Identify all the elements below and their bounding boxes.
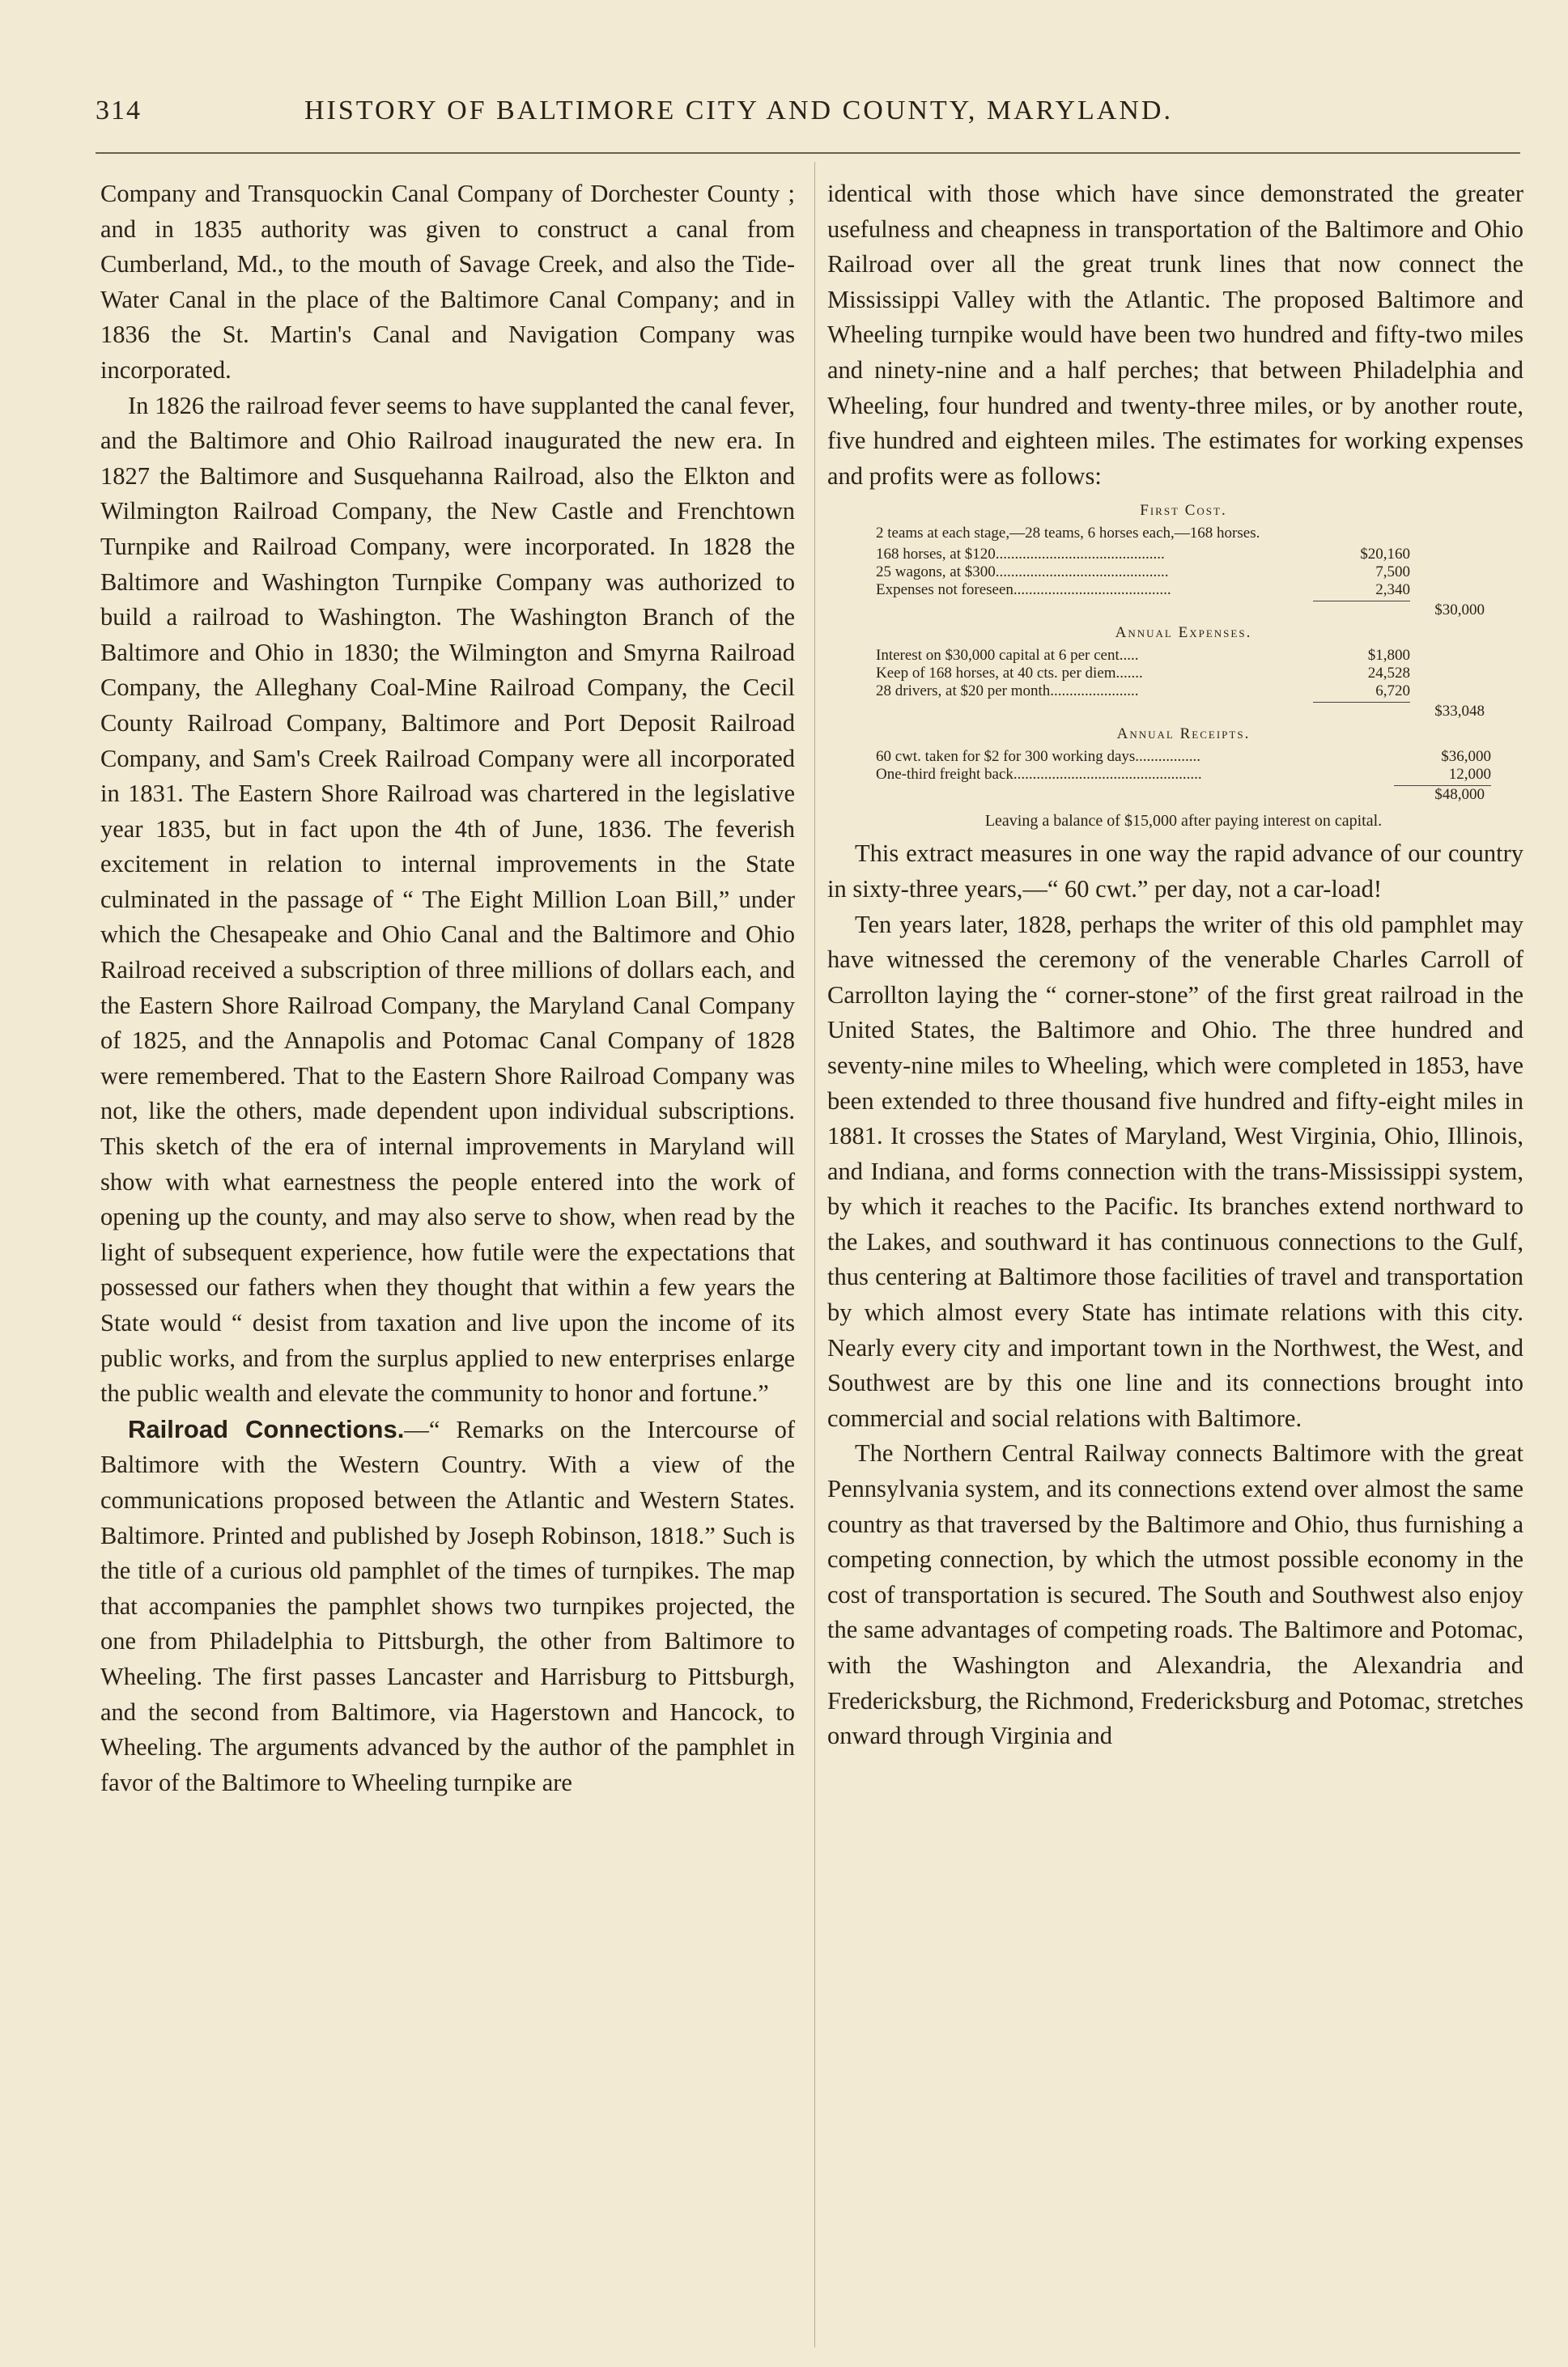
- paragraph: The Northern Central Railway connects Baltimore with the great Pennsylvania system, and its connections extend over almost the same country as that traversed by the Baltimore and Ohio, thus furnishing a competing connection, by which the utmost possible economy in the cost of transportation is secured. The South and Southwest also enjoy the same advantages of competing roads. The Baltimore and Potomac, with the Washington and Alexandria, the Alexandria and Fredericksburg, the Richmond, Fredericksburg and Potomac, stretches onward through Virginia and: [827, 1439, 1523, 1750]
- row-amount: $1,800: [1367, 647, 1410, 665]
- first-cost-caption: 2 teams at each stage,—28 teams, 6 horses each,—168 horses.: [876, 525, 1260, 542]
- annual-receipts-total: $48,000: [1434, 786, 1485, 804]
- first-cost-total: $30,000: [1434, 601, 1485, 619]
- paragraph-text: —“ Remarks on the Intercourse of Baltimore with the Western Country. With a view of the communications proposed between the Atlantic and Western States. Baltimore. Printed and published by Joseph Robinson, 1818.” Such is the title of a curious old pamphlet of the times of turnpikes. The map that accompanies the pamphlet shows two turnpikes projected, the one from Philadelphia to Pittsburgh, the other from Baltimore to Wheeling. The first passes Lancaster and Harrisburg to Pittsburgh, and the second from Baltimore, via Hagerstown and Hancock, to Wheeling. The arguments advanced by the author of the pamphlet in favor of the Baltimore to Wheeling turnpike are: [100, 1415, 795, 1796]
- table-row: [876, 665, 1491, 682]
- estimates-table: [876, 502, 1491, 830]
- annual-expenses-total: $33,048: [1434, 703, 1485, 720]
- balance-note: Leaving a balance of $15,000 after paying interest on capital.: [984, 812, 1383, 831]
- paragraph: This extract measures in one way the rapid advance of our country in sixty-three years,—“ 60 cwt.” per day, not a car-load!: [827, 839, 1523, 903]
- column-divider: [814, 162, 815, 2348]
- row-label: 168 horses, at $120............................................: [876, 546, 1165, 563]
- table-row: [876, 766, 1491, 784]
- railroad-connections-paragraph: [100, 1412, 795, 1801]
- page-number: 314: [96, 96, 142, 125]
- row-label: 60 cwt. taken for $2 for 300 working days.................: [876, 748, 1201, 766]
- paragraph: identical with those which have since demonstrated the greater usefulness and cheapness in transportation of the Baltimore and Ohio Railroad over all the great trunk lines that now connect the Mississippi Valley with the Atlantic. The proposed Baltimore and Wheeling turnpike would have been two hundred and fifty-two miles and ninety-nine and a half perches; that between Philadelphia and Wheeling, four hundred and twenty-three miles, or by another route, five hundred and eighteen miles. The estimates for working expenses and profits were as follows:: [827, 180, 1523, 490]
- row-amount: 24,528: [1367, 665, 1410, 682]
- paragraph: Ten years later, 1828, perhaps the writer of this old pamphlet may have witnessed the ceremony of the venerable Charles Carroll of Carrollton laying the “ corner-stone” of the first great railroad in the United States, the Baltimore and Ohio. The three hundred and seventy-nine miles to Wheeling, which were completed in 1853, have been extended to three thousand five hundred and fifty-eight miles in 1881. It crosses the States of Maryland, West Virginia, Ohio, Illinois, and Indiana, and forms connection with the trans-Mississippi system, by which it reaches to the Pacific. Its branches extend northward to the Lakes, and southward it has continuous connections to the Gulf, thus centering at Baltimore those facilities of travel and transportation by which almost every State has intimate relations with this city. Nearly every city and important town in the Northwest, the West, and Southwest are by this one line and its connections brought into commercial and social relations with Baltimore.: [827, 910, 1523, 1432]
- row-amount: 7,500: [1375, 563, 1410, 581]
- table-row: [876, 682, 1491, 700]
- row-label: 28 drivers, at $20 per month.......................: [876, 682, 1139, 700]
- row-label: Expenses not foreseen.........................................: [876, 581, 1171, 599]
- table-row: [876, 546, 1491, 563]
- row-amount: 2,340: [1375, 581, 1410, 599]
- row-label: Interest on $30,000 capital at 6 per cent.....: [876, 647, 1139, 665]
- row-amount: 6,720: [1375, 682, 1410, 700]
- row-amount: $36,000: [1441, 748, 1491, 766]
- row-label: Keep of 168 horses, at 40 cts. per diem.......: [876, 665, 1143, 682]
- row-amount: $20,160: [1360, 546, 1410, 563]
- section-heading: Railroad Connections.: [128, 1414, 405, 1443]
- paragraph: Company and Transquockin Canal Company of Dorchester County ; and in 1835 authority was given to construct a canal from Cumberland, Md., to the mouth of Savage Creek, and also the Tide-Water Canal in the place of the Baltimore Canal Company; and in 1836 the St. Martin's Canal and Navigation Company was incorporated.: [100, 180, 795, 384]
- right-column: [827, 176, 1523, 1754]
- table-row: [876, 581, 1491, 599]
- row-amount: 12,000: [1448, 766, 1491, 784]
- row-label: One-third freight back.................................................: [876, 766, 1202, 784]
- table-row: [876, 647, 1491, 665]
- table-row: [876, 563, 1491, 581]
- annual-receipts-title: Annual Receipts.: [1116, 725, 1251, 743]
- header-rule: [96, 152, 1520, 154]
- table-row: [876, 748, 1491, 766]
- annual-expenses-title: Annual Expenses.: [1115, 624, 1252, 642]
- left-column: [100, 176, 795, 1800]
- page-header: [96, 89, 1504, 138]
- first-cost-title: First Cost.: [1140, 502, 1227, 520]
- running-title: HISTORY OF BALTIMORE CITY AND COUNTY, MARYLAND.: [304, 96, 1173, 125]
- paragraph: In 1826 the railroad fever seems to have supplanted the canal fever, and the Baltimore and Ohio Railroad inaugurated the new era. In 1827 the Baltimore and Susquehanna Railroad, also the Elkton and Wilmington Railroad Company, the New Castle and Frenchtown Turnpike and Railroad Company, were incorporated. In 1828 the Baltimore and Washington Turnpike Company was authorized to build a railroad to Washington. The Washington Branch of the Baltimore and Ohio in 1830; the Wilmington and Smyrna Railroad Company, the Alleghany Coal-Mine Railroad Company, the Cecil County Railroad Company, Baltimore and Port Deposit Railroad Company, and Sam's Creek Railroad Company were all incorporated in 1831. The Eastern Shore Railroad was chartered in the legislative year 1835, but in fact upon the 4th of June, 1836. The feverish excitement in relation to internal improvements in the State culminated in the passage of “ The Eight Million Loan Bill,” under which the Chesapeake and Ohio Canal and the Baltimore and Ohio Railroad received a subscription of three millions of dollars each, and the Eastern Shore Railroad Company, the Maryland Canal Company of 1825, and the Annapolis and Potomac Canal Company of 1828 were remembered. That to the Eastern Shore Railroad Company was not, like the others, made dependent upon individual subscriptions. This sketch of the era of internal improvements in Maryland will show with what earnestness the people entered into the work of opening up the county, and may also serve to show, when read by the light of subsequent experience, how futile were the expectations that possessed our fathers when they thought that within a few years the State would “ desist from taxation and live upon the income of its public works, and from the surplus applied to new enterprises enlarge the public wealth and elevate the community to honor and fortune.”: [100, 391, 795, 1408]
- row-label: 25 wagons, at $300.............................................: [876, 563, 1169, 581]
